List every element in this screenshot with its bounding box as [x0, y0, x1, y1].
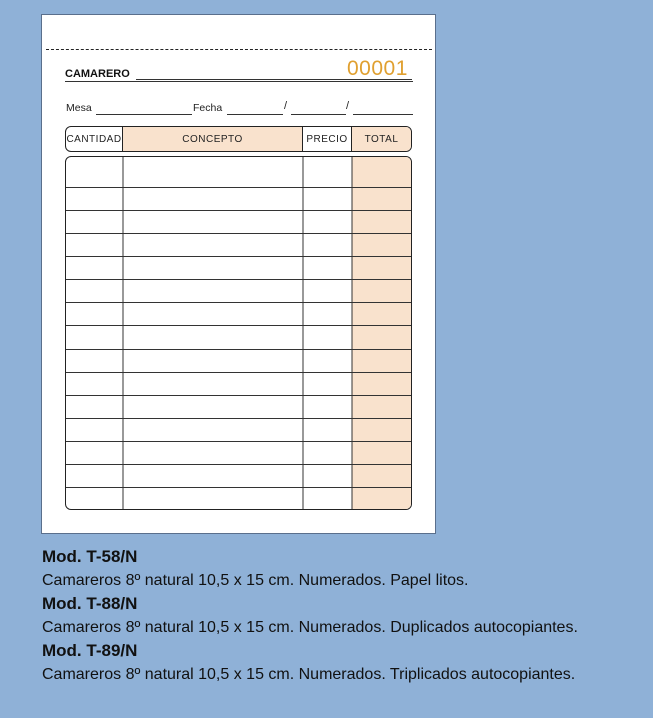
- date-month-line: [291, 114, 346, 115]
- table-label: Mesa: [66, 102, 92, 114]
- waiter-underline: [65, 81, 413, 82]
- header-concepto: CONCEPTO: [123, 127, 303, 151]
- date-day-line: [227, 114, 283, 115]
- waiter-label: CAMARERO: [65, 68, 130, 80]
- header-cantidad: CANTIDAD: [66, 127, 123, 151]
- items-grid: [66, 157, 412, 510]
- total-column-fill: [352, 157, 412, 510]
- model-title-1: Mod. T-58/N: [42, 547, 138, 566]
- date-year-line: [353, 114, 413, 115]
- waiter-line: [136, 79, 412, 80]
- model-description-1: Camareros 8º natural 10,5 x 15 cm. Numerados. Papel litos.: [42, 572, 469, 589]
- model-title-3: Mod. T-89/N: [42, 641, 138, 660]
- header-precio: PRECIO: [303, 127, 352, 151]
- table-line: [96, 114, 192, 115]
- serial-number: 00001: [347, 57, 408, 80]
- perforation-line: [46, 49, 432, 50]
- items-table: [65, 156, 412, 510]
- header-total: TOTAL: [352, 127, 411, 151]
- model-description-2: Camareros 8º natural 10,5 x 15 cm. Numerados. Duplicados autocopiantes.: [42, 619, 578, 636]
- date-separator-1: /: [284, 100, 288, 112]
- table-header: [65, 126, 412, 152]
- model-description-3: Camareros 8º natural 10,5 x 15 cm. Numerados. Triplicados autocopiantes.: [42, 666, 576, 683]
- date-label: Fecha: [193, 102, 223, 114]
- date-separator-2: /: [346, 100, 350, 112]
- model-title-2: Mod. T-88/N: [42, 594, 138, 613]
- receipt-form: [41, 14, 436, 534]
